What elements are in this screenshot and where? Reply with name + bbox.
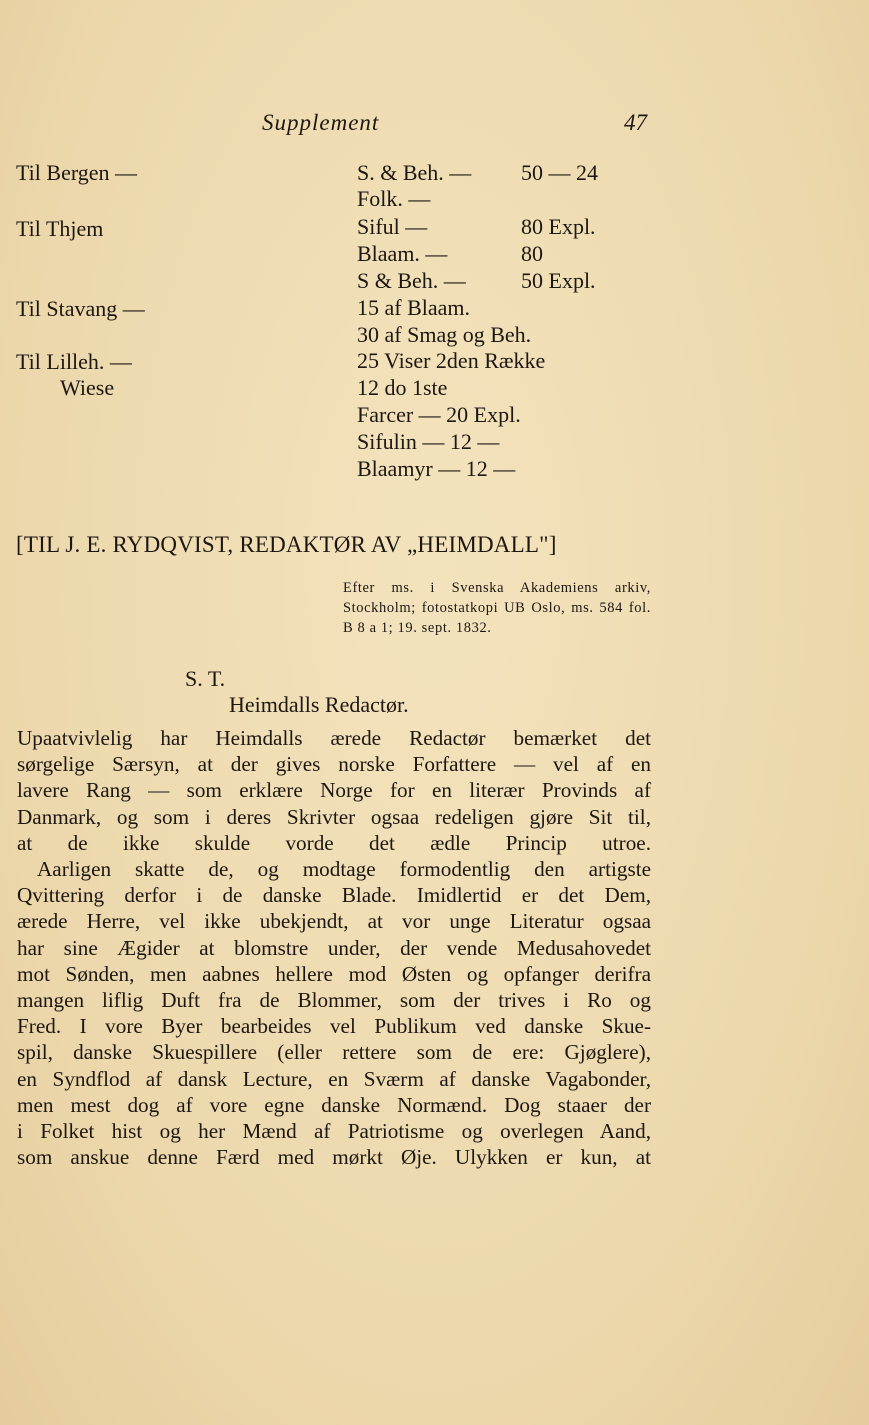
paragraph-2 [17, 856, 651, 1170]
text-line: Fred. I vore Byer bearbeides vel Publikum ved danske Skue- [17, 1014, 651, 1039]
text-line: ærede Herre, vel ikke ubekjendt, at vor unge Literatur ogsaa [17, 909, 651, 934]
distribution-item: Folk. — [357, 186, 431, 211]
text-line: Danmark, og som i deres Skrivter ogsaa redeligen gjøre Sit til, [17, 804, 651, 829]
text-line: Aarligen skatte de, og modtage formodentlig den artigste [37, 857, 651, 882]
distribution-item: S & Beh. — [357, 268, 466, 293]
destination-label: Wiese [60, 375, 115, 400]
text-line: en Syndflod af dansk Lecture, en Sværm af danske Vagabonder, [17, 1066, 651, 1091]
distribution-item: Blaam. — [357, 241, 448, 266]
distribution-item: S. & Beh. — [357, 160, 472, 185]
distribution-item: Blaamyr — 12 — [357, 456, 516, 481]
salutation-line-1: S. T. [185, 666, 226, 691]
text-line: lavere Rang — som erklære Norge for en literær Provinds af [17, 778, 651, 803]
distribution-amount: 80 [521, 241, 543, 266]
distribution-item: Siful — [357, 214, 428, 239]
distribution-amount: 50 Expl. [521, 268, 596, 293]
destination-label: Til Lilleh. — [16, 349, 132, 374]
destination-label: Til Stavang — [16, 296, 145, 321]
distribution-item: 12 do 1ste [357, 375, 448, 400]
text-line: men mest dog af vore egne danske Normænd. Dog staaer der [17, 1092, 651, 1117]
distribution-item: Sifulin — 12 — [357, 429, 500, 454]
source-note: Efter ms. i Svenska Akademiens arkiv, Stockholm; fotostatkopi UB Oslo, ms. 584 fol. B 8 a 1; 19. sept. 1832. [343, 580, 651, 636]
distribution-item: 15 af Blaam. [357, 295, 471, 320]
text-line: spil, danske Skuespillere (eller rettere som de ere: Gjøglere), [17, 1040, 651, 1065]
distribution-amount: 80 Expl. [521, 214, 596, 239]
page-number: 47 [624, 110, 647, 135]
distribution-item: Farcer — 20 Expl. [357, 402, 521, 427]
salutation-line-2: Heimdalls Redactør. [229, 692, 409, 717]
text-line: Qvittering derfor i de danske Blade. Imidlertid er det Dem, [17, 883, 651, 908]
destination-label: Til Bergen — [16, 160, 138, 185]
paragraph-1 [17, 725, 651, 856]
destination-label: Til Thjem [16, 216, 104, 241]
distribution-item: 30 af Smag og Beh. [357, 322, 532, 347]
text-line: at de ikke skulde vorde det ædle Princip utroe. [17, 830, 651, 855]
text-line: mot Sønden, men aabnes hellere mod Østen og opfanger derifra [17, 961, 651, 986]
distribution-item: 25 Viser 2den Række [357, 348, 546, 373]
distribution-amount: 50 — 24 [521, 160, 598, 185]
text-line: Upaatvivlelig har Heimdalls ærede Redactør bemærket det [17, 726, 651, 750]
running-header-title: Supplement [262, 110, 380, 135]
text-line: mangen liflig Duft fra de Blommer, som der trives i Ro og [17, 988, 651, 1013]
letter-heading: [TIL J. E. RYDQVIST, REDAKTØR AV „HEIMDALL"] [16, 532, 557, 557]
text-line: sørgelige Særsyn, at der gives norske Forfattere — vel af en [17, 752, 651, 777]
text-line: har sine Ægider at blomstre under, der vende Medusahovedet [17, 935, 651, 960]
letter-body [17, 725, 651, 1170]
text-line: som anskue denne Færd med mørkt Øje. Ulykken er kun, at [17, 1145, 651, 1170]
text-line: i Folket hist og her Mænd af Patriotisme og overlegen Aand, [17, 1119, 651, 1144]
